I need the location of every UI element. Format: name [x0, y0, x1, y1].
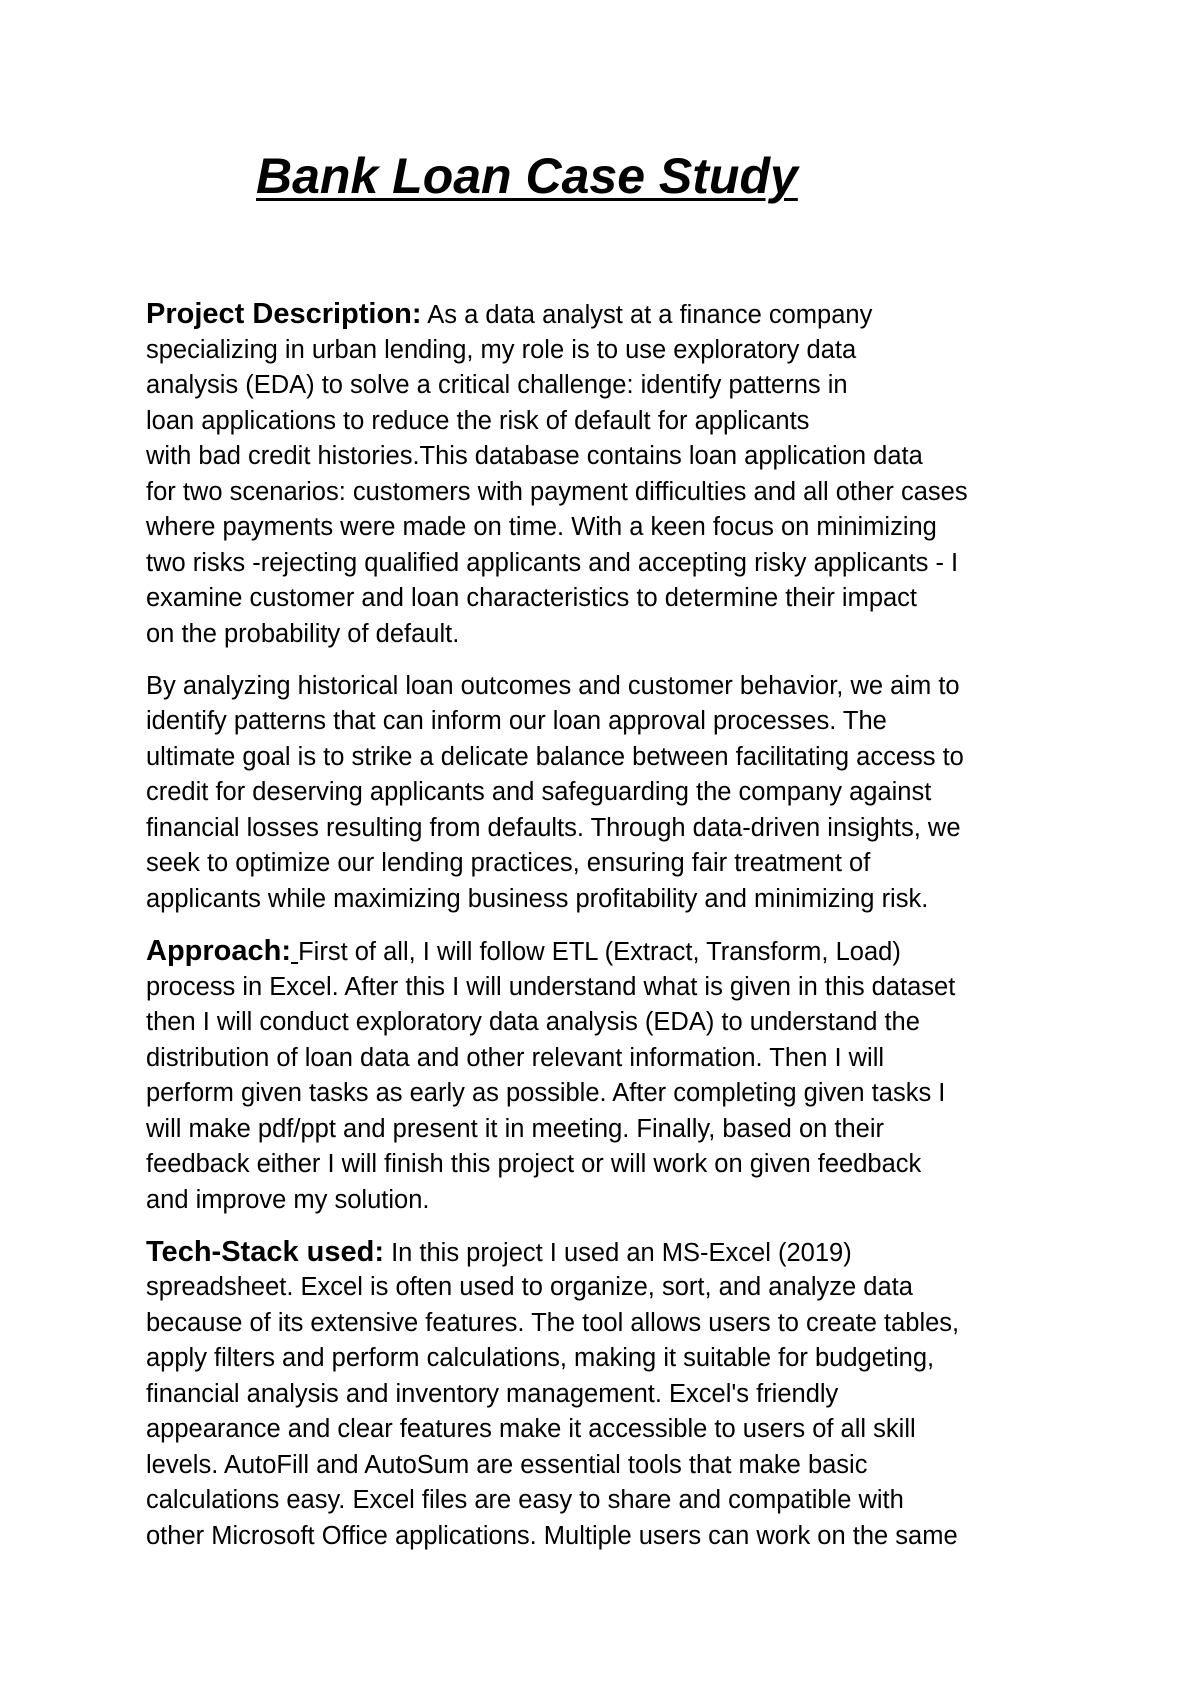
approach-line-1 [146, 935, 901, 968]
project-description-line-6: for two scenarios: customers with payment difficulties and all other cases [146, 478, 968, 506]
project-description-text: As a data analyst at a finance company [421, 301, 873, 329]
tech-stack-line-7: levels. AutoFill and AutoSum are essential tools that make basic [146, 1451, 868, 1479]
approach-line-6: will make pdf/ppt and present it in meeting. Finally, based on their [146, 1115, 885, 1143]
project-description-line-8: two risks -rejecting qualified applicants and accepting risky applicants - I [146, 549, 959, 577]
tech-stack-line-5: financial analysis and inventory management. Excel's friendly [146, 1380, 839, 1408]
document-title: Bank Loan Case Study [256, 148, 798, 204]
project-description-line-3: analysis (EDA) to solve a critical challenge: identify patterns in [146, 371, 848, 399]
approach-line-8: and improve my solution. [146, 1186, 430, 1214]
tech-stack-line-4: apply filters and perform calculations, making it suitable for budgeting, [146, 1344, 935, 1372]
tech-stack-text: In this project I used an MS-Excel (2019) [383, 1239, 852, 1267]
project-description-line-2: specializing in urban lending, my role is to use exploratory data [146, 336, 857, 364]
approach-line-2: process in Excel. After this I will understand what is given in this dataset [146, 973, 956, 1001]
approach-line-4: distribution of loan data and other relevant information. Then I will [146, 1044, 885, 1072]
analysis-line-6: seek to optimize our lending practices, ensuring fair treatment of [146, 849, 871, 877]
project-description-line-4: loan applications to reduce the risk of default for applicants [146, 407, 810, 435]
project-description-heading: Project Description: [146, 298, 422, 330]
tech-stack-line-6: appearance and clear features make it accessible to users of all skill [146, 1415, 916, 1443]
project-description-line-10: on the probability of default. [146, 620, 460, 648]
tech-stack-line-9: other Microsoft Office applications. Multiple users can work on the same [146, 1522, 958, 1550]
approach-heading: Approach: [146, 935, 291, 967]
approach-line-3: then I will conduct exploratory data analysis (EDA) to understand the [146, 1008, 920, 1036]
analysis-line-1: By analyzing historical loan outcomes and customer behavior, we aim to [146, 672, 960, 700]
analysis-line-2: identify patterns that can inform our loan approval processes. The [146, 707, 887, 735]
analysis-line-4: credit for deserving applicants and safeguarding the company against [146, 778, 932, 806]
approach-line-5: perform given tasks as early as possible. After completing given tasks I [146, 1079, 946, 1107]
approach-line-7: feedback either I will finish this project or will work on given feedback [146, 1150, 922, 1178]
analysis-line-7: applicants while maximizing business profitability and minimizing risk. [146, 885, 929, 913]
analysis-line-5: financial losses resulting from defaults. Through data-driven insights, we [146, 814, 961, 842]
tech-stack-line-1 [146, 1236, 852, 1269]
tech-stack-heading: Tech-Stack used: [146, 1236, 384, 1268]
project-description-line-1 [146, 298, 872, 331]
tech-stack-line-8: calculations easy. Excel files are easy to share and compatible with [146, 1486, 904, 1514]
tech-stack-line-3: because of its extensive features. The tool allows users to create tables, [146, 1309, 960, 1337]
project-description-line-7: where payments were made on time. With a keen focus on minimizing [146, 513, 937, 541]
approach-text: First of all, I will follow ETL (Extract, Transform, Load) [298, 938, 901, 966]
project-description-line-9: examine customer and loan characteristics to determine their impact [146, 584, 918, 612]
tech-stack-line-2: spreadsheet. Excel is often used to organize, sort, and analyze data [146, 1273, 913, 1301]
analysis-line-3: ultimate goal is to strike a delicate balance between facilitating access to [146, 743, 964, 771]
project-description-line-5: with bad credit histories.This database contains loan application data [146, 442, 923, 470]
